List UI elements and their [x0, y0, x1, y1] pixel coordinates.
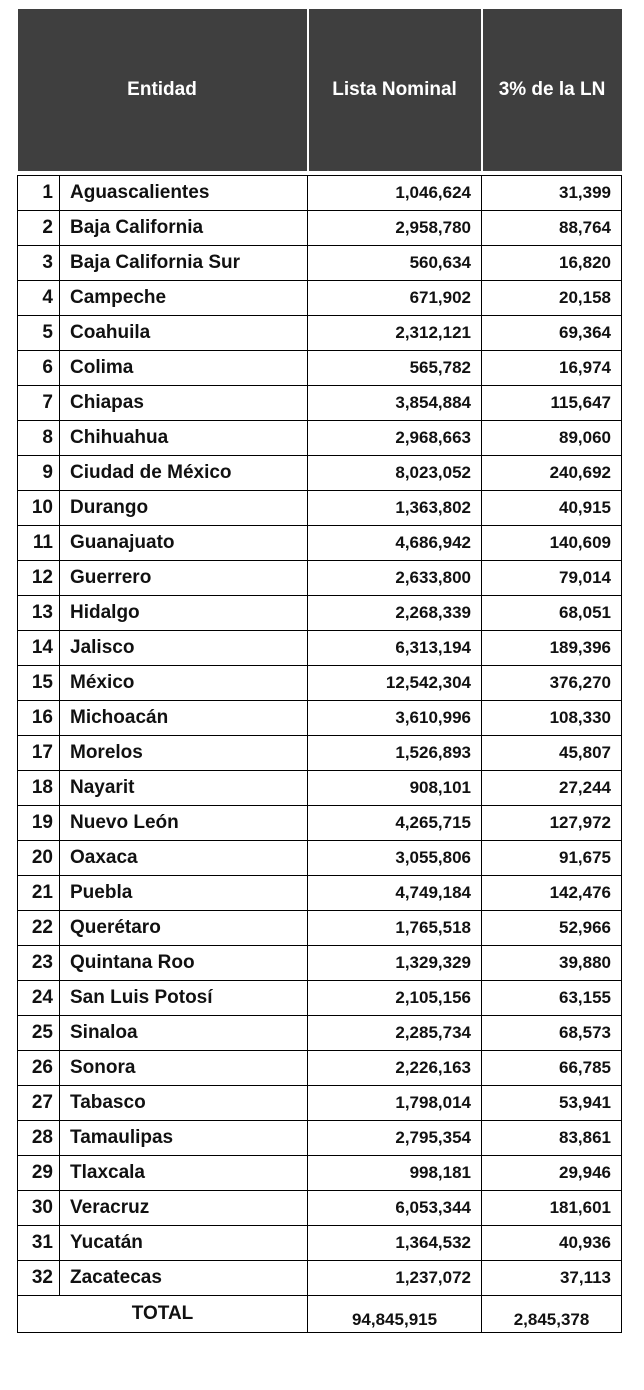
row-entidad: Quintana Roo — [60, 946, 308, 981]
row-entidad: Hidalgo — [60, 596, 308, 631]
row-number: 31 — [18, 1226, 60, 1261]
row-porcentaje: 31,399 — [482, 176, 622, 211]
row-entidad: Tlaxcala — [60, 1156, 308, 1191]
row-lista-nominal: 1,526,893 — [308, 736, 482, 771]
row-entidad: México — [60, 666, 308, 701]
row-lista-nominal: 1,765,518 — [308, 911, 482, 946]
row-lista-nominal: 2,285,734 — [308, 1016, 482, 1051]
row-entidad: Guanajuato — [60, 526, 308, 561]
table-row — [18, 806, 622, 841]
table-row — [18, 736, 622, 771]
table-row — [18, 911, 622, 946]
row-porcentaje: 68,051 — [482, 596, 622, 631]
row-entidad: Nuevo León — [60, 806, 308, 841]
row-number: 9 — [18, 456, 60, 491]
row-porcentaje: 27,244 — [482, 771, 622, 806]
row-entidad: Zacatecas — [60, 1261, 308, 1296]
row-number: 13 — [18, 596, 60, 631]
row-porcentaje: 83,861 — [482, 1121, 622, 1156]
row-entidad: San Luis Potosí — [60, 981, 308, 1016]
row-lista-nominal: 1,237,072 — [308, 1261, 482, 1296]
table-row — [18, 176, 622, 211]
row-lista-nominal: 3,854,884 — [308, 386, 482, 421]
row-number: 6 — [18, 351, 60, 386]
table-row — [18, 1191, 622, 1226]
table-row — [18, 1226, 622, 1261]
row-porcentaje: 88,764 — [482, 211, 622, 246]
row-lista-nominal: 1,329,329 — [308, 946, 482, 981]
row-lista-nominal: 2,226,163 — [308, 1051, 482, 1086]
row-entidad: Sinaloa — [60, 1016, 308, 1051]
row-lista-nominal: 1,798,014 — [308, 1086, 482, 1121]
row-entidad: Campeche — [60, 281, 308, 316]
row-lista-nominal: 4,749,184 — [308, 876, 482, 911]
row-porcentaje: 91,675 — [482, 841, 622, 876]
header-porcentaje: 3% de la LN — [482, 9, 622, 171]
row-entidad: Tabasco — [60, 1086, 308, 1121]
row-number: 8 — [18, 421, 60, 456]
table-row — [18, 561, 622, 596]
header-entidad: Entidad — [18, 9, 308, 171]
row-lista-nominal: 2,958,780 — [308, 211, 482, 246]
row-entidad: Ciudad de México — [60, 456, 308, 491]
row-lista-nominal: 3,610,996 — [308, 701, 482, 736]
row-porcentaje: 37,113 — [482, 1261, 622, 1296]
row-lista-nominal: 560,634 — [308, 246, 482, 281]
row-lista-nominal: 2,105,156 — [308, 981, 482, 1016]
row-porcentaje: 79,014 — [482, 561, 622, 596]
row-lista-nominal: 1,364,532 — [308, 1226, 482, 1261]
row-entidad: Veracruz — [60, 1191, 308, 1226]
table-row — [18, 876, 622, 911]
total-porcentaje: 2,845,378 — [482, 1296, 622, 1333]
row-lista-nominal: 4,265,715 — [308, 806, 482, 841]
table-row — [18, 386, 622, 421]
row-number: 25 — [18, 1016, 60, 1051]
table-row — [18, 981, 622, 1016]
row-porcentaje: 40,936 — [482, 1226, 622, 1261]
row-porcentaje: 16,820 — [482, 246, 622, 281]
row-lista-nominal: 8,023,052 — [308, 456, 482, 491]
row-number: 28 — [18, 1121, 60, 1156]
row-porcentaje: 140,609 — [482, 526, 622, 561]
row-number: 12 — [18, 561, 60, 596]
row-number: 26 — [18, 1051, 60, 1086]
row-entidad: Puebla — [60, 876, 308, 911]
row-number: 2 — [18, 211, 60, 246]
row-number: 11 — [18, 526, 60, 561]
row-porcentaje: 68,573 — [482, 1016, 622, 1051]
row-entidad: Aguascalientes — [60, 176, 308, 211]
table-row — [18, 666, 622, 701]
row-number: 10 — [18, 491, 60, 526]
table-row — [18, 1016, 622, 1051]
row-entidad: Guerrero — [60, 561, 308, 596]
row-entidad: Tamaulipas — [60, 1121, 308, 1156]
table-row — [18, 701, 622, 736]
table-row — [18, 421, 622, 456]
row-number: 24 — [18, 981, 60, 1016]
row-entidad: Querétaro — [60, 911, 308, 946]
row-lista-nominal: 2,312,121 — [308, 316, 482, 351]
row-porcentaje: 127,972 — [482, 806, 622, 841]
row-number: 16 — [18, 701, 60, 736]
row-entidad: Morelos — [60, 736, 308, 771]
row-number: 30 — [18, 1191, 60, 1226]
row-entidad: Coahuila — [60, 316, 308, 351]
row-number: 19 — [18, 806, 60, 841]
table-row — [18, 1086, 622, 1121]
table-row — [18, 211, 622, 246]
row-porcentaje: 53,941 — [482, 1086, 622, 1121]
row-porcentaje: 376,270 — [482, 666, 622, 701]
row-porcentaje: 115,647 — [482, 386, 622, 421]
row-number: 5 — [18, 316, 60, 351]
row-number: 7 — [18, 386, 60, 421]
row-porcentaje: 240,692 — [482, 456, 622, 491]
row-porcentaje: 52,966 — [482, 911, 622, 946]
row-lista-nominal: 2,633,800 — [308, 561, 482, 596]
row-lista-nominal: 2,968,663 — [308, 421, 482, 456]
table-row — [18, 1261, 622, 1296]
row-porcentaje: 45,807 — [482, 736, 622, 771]
row-lista-nominal: 12,542,304 — [308, 666, 482, 701]
row-lista-nominal: 1,046,624 — [308, 176, 482, 211]
row-lista-nominal: 565,782 — [308, 351, 482, 386]
row-entidad: Colima — [60, 351, 308, 386]
table-row — [18, 316, 622, 351]
row-number: 20 — [18, 841, 60, 876]
row-entidad: Michoacán — [60, 701, 308, 736]
row-entidad: Sonora — [60, 1051, 308, 1086]
total-lista-nominal: 94,845,915 — [308, 1296, 482, 1333]
row-lista-nominal: 3,055,806 — [308, 841, 482, 876]
row-porcentaje: 89,060 — [482, 421, 622, 456]
table-row — [18, 246, 622, 281]
row-lista-nominal: 2,795,354 — [308, 1121, 482, 1156]
row-porcentaje: 69,364 — [482, 316, 622, 351]
row-number: 17 — [18, 736, 60, 771]
header-lista-nominal: Lista Nominal — [308, 9, 482, 171]
row-number: 23 — [18, 946, 60, 981]
row-lista-nominal: 6,313,194 — [308, 631, 482, 666]
row-number: 32 — [18, 1261, 60, 1296]
row-number: 29 — [18, 1156, 60, 1191]
table-row — [18, 1156, 622, 1191]
row-porcentaje: 66,785 — [482, 1051, 622, 1086]
row-entidad: Chihuahua — [60, 421, 308, 456]
row-entidad: Oaxaca — [60, 841, 308, 876]
table-row — [18, 351, 622, 386]
row-lista-nominal: 908,101 — [308, 771, 482, 806]
lista-nominal-table — [17, 9, 622, 1333]
row-number: 14 — [18, 631, 60, 666]
table-row — [18, 841, 622, 876]
row-number: 1 — [18, 176, 60, 211]
row-entidad: Nayarit — [60, 771, 308, 806]
table-row — [18, 526, 622, 561]
row-number: 15 — [18, 666, 60, 701]
row-porcentaje: 20,158 — [482, 281, 622, 316]
row-entidad: Baja California Sur — [60, 246, 308, 281]
row-lista-nominal: 998,181 — [308, 1156, 482, 1191]
table-row — [18, 1051, 622, 1086]
row-entidad: Jalisco — [60, 631, 308, 666]
row-lista-nominal: 1,363,802 — [308, 491, 482, 526]
row-number: 18 — [18, 771, 60, 806]
padron-table-container — [17, 9, 621, 1333]
table-row — [18, 771, 622, 806]
row-number: 4 — [18, 281, 60, 316]
table-row — [18, 946, 622, 981]
table-row — [18, 281, 622, 316]
row-number: 27 — [18, 1086, 60, 1121]
total-row — [18, 1296, 622, 1333]
row-porcentaje: 63,155 — [482, 981, 622, 1016]
table-row — [18, 491, 622, 526]
row-entidad: Baja California — [60, 211, 308, 246]
row-porcentaje: 108,330 — [482, 701, 622, 736]
row-lista-nominal: 6,053,344 — [308, 1191, 482, 1226]
row-lista-nominal: 671,902 — [308, 281, 482, 316]
table-body — [18, 176, 622, 1333]
table-row — [18, 1121, 622, 1156]
row-number: 22 — [18, 911, 60, 946]
row-porcentaje: 39,880 — [482, 946, 622, 981]
row-entidad: Durango — [60, 491, 308, 526]
row-porcentaje: 16,974 — [482, 351, 622, 386]
row-porcentaje: 29,946 — [482, 1156, 622, 1191]
row-number: 21 — [18, 876, 60, 911]
row-porcentaje: 142,476 — [482, 876, 622, 911]
row-lista-nominal: 2,268,339 — [308, 596, 482, 631]
table-row — [18, 456, 622, 491]
row-porcentaje: 189,396 — [482, 631, 622, 666]
row-entidad: Chiapas — [60, 386, 308, 421]
table-row — [18, 631, 622, 666]
row-number: 3 — [18, 246, 60, 281]
row-entidad: Yucatán — [60, 1226, 308, 1261]
row-porcentaje: 181,601 — [482, 1191, 622, 1226]
row-lista-nominal: 4,686,942 — [308, 526, 482, 561]
table-header — [18, 9, 622, 176]
row-porcentaje: 40,915 — [482, 491, 622, 526]
total-label: TOTAL — [18, 1296, 308, 1333]
table-row — [18, 596, 622, 631]
